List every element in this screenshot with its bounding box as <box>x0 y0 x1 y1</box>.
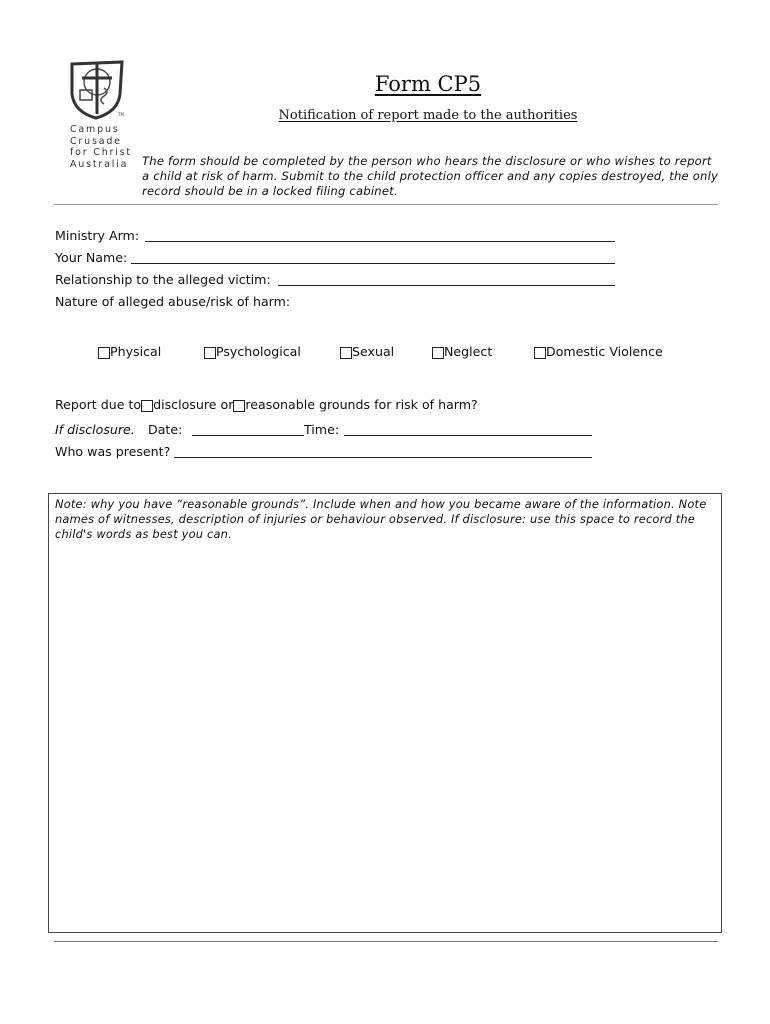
checkbox-box[interactable] <box>534 347 546 359</box>
checkbox-domestic-violence[interactable] <box>534 344 663 359</box>
date-field[interactable] <box>192 435 304 436</box>
logo-line-4: Australia <box>70 158 129 170</box>
checkbox-disclosure[interactable] <box>141 400 153 412</box>
nature-label: Nature of alleged abuse/risk of harm: <box>55 294 291 309</box>
checkbox-label: Domestic Violence <box>546 344 663 359</box>
ministry-arm-field[interactable] <box>145 241 615 242</box>
who-present-label: Who was present? <box>55 444 171 459</box>
logo-line-3: for Christ <box>70 147 132 158</box>
date-label: Date: <box>148 422 183 437</box>
relationship-field[interactable] <box>278 285 615 286</box>
reasonable-grounds-label: reasonable grounds for risk of harm? <box>245 397 478 412</box>
form-title: Form CP5 <box>374 72 482 96</box>
checkbox-label: Neglect <box>444 344 493 359</box>
checkbox-label: Psychological <box>216 344 301 359</box>
checkbox-box[interactable] <box>432 347 444 359</box>
ccc-logo <box>66 58 128 120</box>
checkbox-label: Sexual <box>352 344 395 359</box>
checkbox-box[interactable] <box>340 347 352 359</box>
checkbox-reasonable-grounds[interactable] <box>233 400 245 412</box>
logo-line-1: Campus <box>70 124 120 135</box>
disclosure-option-label: disclosure or <box>153 397 234 412</box>
your-name-field[interactable] <box>131 263 615 264</box>
who-present-field[interactable] <box>174 457 592 458</box>
checkbox-label: Physical <box>110 344 162 359</box>
footer-divider <box>54 941 718 942</box>
checkbox-box[interactable] <box>204 347 216 359</box>
form-instructions: The form should be completed by the person who hears the disclosure or who wishes to report a child at risk of harm. Submit to the child protection officer and any copies destroyed, the only record should be in a locked filing cabinet. <box>142 154 719 198</box>
notes-instructions: Note: why you have “reasonable grounds”. Include when and how you became aware of the information. Note names of witnesses, description of injuries or behaviour observed. If disclosure: use this space to record the child's words as best you can. <box>55 497 707 541</box>
your-name-label: Your Name: <box>55 250 128 265</box>
time-label: Time: <box>304 422 340 437</box>
checkbox-psychological[interactable] <box>204 344 301 359</box>
report-due-row <box>55 397 478 412</box>
report-due-label: Report due to <box>55 397 142 412</box>
checkbox-neglect[interactable] <box>432 344 492 359</box>
if-disclosure-label: If disclosure. <box>55 422 135 437</box>
logo-line-2: Crusade <box>70 135 122 147</box>
checkbox-physical[interactable] <box>98 344 161 359</box>
svg-text:TM: TM <box>118 112 124 117</box>
checkbox-box[interactable] <box>98 347 110 359</box>
notes-textarea[interactable] <box>48 493 722 933</box>
checkbox-sexual[interactable] <box>340 344 394 359</box>
header-divider <box>54 204 718 205</box>
form-subtitle: Notification of report made to the authorities <box>278 108 578 123</box>
time-field[interactable] <box>344 435 592 436</box>
ministry-arm-label: Ministry Arm: <box>55 228 140 243</box>
relationship-label: Relationship to the alleged victim: <box>55 272 271 287</box>
ccc-logo-text <box>70 124 132 170</box>
